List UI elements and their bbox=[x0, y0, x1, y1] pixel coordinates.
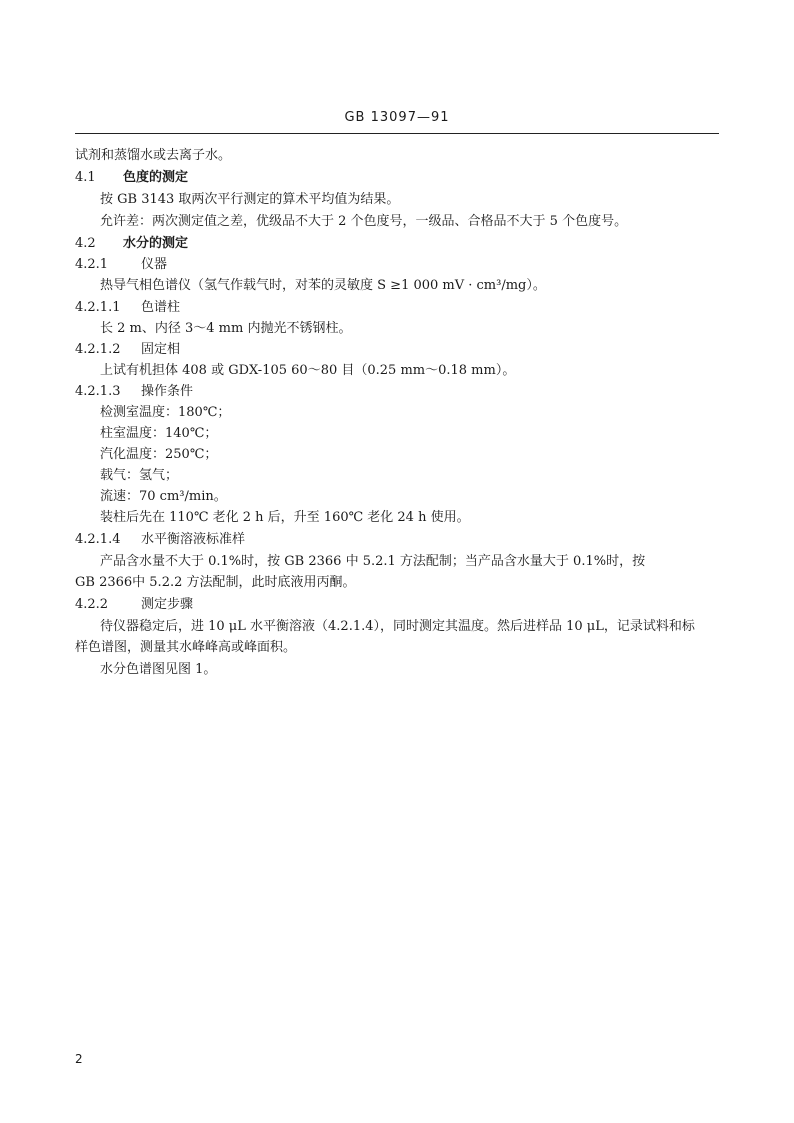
section-number: 4.2.1.2 bbox=[75, 342, 121, 357]
section-title: 水分的测定 bbox=[123, 236, 189, 251]
paragraph-line: 热导气相色谱仪（氢气作载气时，对苯的灵敏度 S ≥1 000 mV · cm³/mg）。 bbox=[100, 278, 546, 293]
section-heading-4-2-1-2 bbox=[75, 341, 180, 359]
paragraph-line: 试剂和蒸馏水或去离子水。 bbox=[75, 148, 232, 163]
section-title: 固定相 bbox=[141, 342, 181, 357]
paragraph-line: 上试有机担体 408 或 GDX-105 60～80 目（0.25 mm～0.18 mm）。 bbox=[100, 363, 516, 378]
section-title: 测定步骤 bbox=[141, 597, 194, 612]
section-number: 4.2.1.1 bbox=[75, 300, 121, 315]
section-heading-4-2-1-3 bbox=[75, 383, 193, 401]
paragraph-line: 装柱后先在 110℃ 老化 2 h 后，升至 160℃ 老化 24 h 使用。 bbox=[100, 510, 470, 525]
paragraph-line: 检测室温度：180℃； bbox=[100, 405, 231, 420]
section-number: 4.2 bbox=[75, 236, 96, 251]
section-heading-4-2-2 bbox=[75, 596, 193, 614]
section-number: 4.2.2 bbox=[75, 597, 109, 612]
page-header: GB 13097—91 bbox=[344, 110, 450, 125]
section-title: 操作条件 bbox=[141, 384, 194, 399]
paragraph-line: 长 2 m、内径 3～4 mm 内抛光不锈钢柱。 bbox=[100, 321, 352, 336]
paragraph-line: 流速：70 cm³/min。 bbox=[100, 489, 227, 504]
paragraph-line: 汽化温度：250℃； bbox=[100, 447, 218, 462]
paragraph-line: 允许差：两次测定值之差，优级品不大于 2 个色度号，一级品、合格品不大于 5 个色度号。 bbox=[100, 214, 628, 229]
page-number: 2 bbox=[75, 1052, 83, 1066]
section-heading-4-2-1-4 bbox=[75, 531, 245, 549]
section-heading-4-2-1 bbox=[75, 256, 167, 274]
section-number: 4.2.1.4 bbox=[75, 532, 121, 547]
section-title: 水平衡溶液标准样 bbox=[141, 532, 246, 547]
section-title: 色谱柱 bbox=[141, 300, 181, 315]
paragraph-line: 待仪器稳定后，进 10 μL 水平衡溶液（4.2.1.4），同时测定其温度。然后进样品 10 μL，记录试料和标 bbox=[100, 619, 695, 634]
section-number: 4.2.1 bbox=[75, 257, 109, 272]
paragraph-line: 按 GB 3143 取两次平行测定的算术平均值为结果。 bbox=[100, 192, 400, 207]
paragraph-line: 产品含水量不大于 0.1%时，按 GB 2366 中 5.2.1 方法配制；当产品含水量大于 0.1%时，按 bbox=[100, 554, 646, 569]
section-number: 4.2.1.3 bbox=[75, 384, 121, 399]
section-heading-4-2 bbox=[75, 235, 188, 253]
section-title: 仪器 bbox=[141, 257, 168, 272]
section-number: 4.1 bbox=[75, 170, 96, 185]
paragraph-line: 柱室温度：140℃； bbox=[100, 426, 218, 441]
paragraph-line: 载气：氢气； bbox=[100, 468, 179, 483]
section-title: 色度的测定 bbox=[123, 170, 189, 185]
header-rule bbox=[75, 133, 719, 134]
section-heading-4-2-1-1 bbox=[75, 299, 180, 317]
paragraph-line: 样色谱图，测量其水峰峰高或峰面积。 bbox=[75, 640, 297, 655]
paragraph-line: GB 2366中 5.2.2 方法配制，此时底液用丙酮。 bbox=[75, 575, 356, 590]
paragraph-line: 水分色谱图见图 1。 bbox=[100, 662, 217, 677]
section-heading-4-1 bbox=[75, 169, 188, 187]
